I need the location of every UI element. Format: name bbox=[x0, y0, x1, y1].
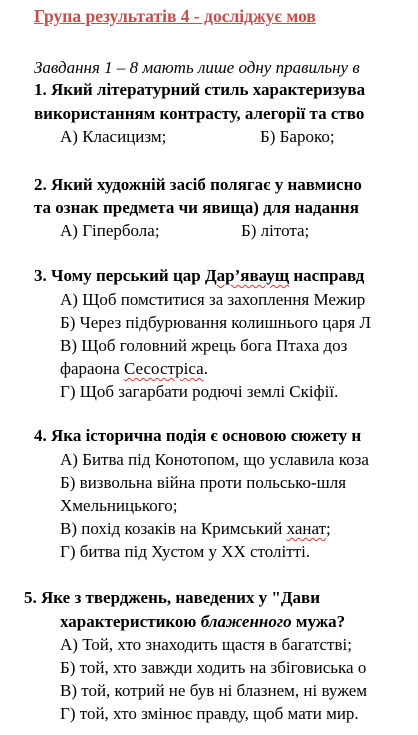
question-5-emphasis: блаженного bbox=[200, 612, 292, 631]
question-4-option-v bbox=[60, 519, 331, 539]
question-5-option-a: А) Той, хто знаходить щастя в багатстві; bbox=[60, 635, 352, 654]
question-1-line-2: використанням контрасту, алегорії та ство bbox=[34, 104, 365, 123]
question-2-line-1: 2. Який художній засіб полягає у навмисно bbox=[34, 175, 362, 194]
question-5-line-1: 5. Яке з тверджень, наведених у "Дави bbox=[24, 588, 321, 607]
question-1-line-1: 1. Який літературний стиль характеризува bbox=[34, 80, 366, 99]
question-3-option-b: Б) Через підбурювання колишнього царя Л bbox=[60, 313, 372, 332]
question-4-option-b: Б) визвольна війна проти польсько-шля bbox=[60, 473, 347, 492]
question-3-option-v-text: фараона bbox=[60, 359, 124, 378]
question-2-line-2: та ознак предмета чи явища) для надання bbox=[34, 198, 359, 217]
question-3-option-v-end: . bbox=[203, 359, 208, 378]
question-5-option-b: Б) той, хто завжди ходить на збіговиська о bbox=[60, 658, 367, 677]
question-4-option-g: Г) битва під Хустом у ХХ столітті. bbox=[60, 542, 311, 561]
question-1-option-b: Б) Бароко; bbox=[260, 127, 335, 146]
question-5-option-v: В) той, котрий не був ні блазнем, ні вужем bbox=[60, 681, 368, 700]
question-3-line-1 bbox=[34, 266, 364, 286]
question-5-line-2 bbox=[60, 612, 345, 632]
question-2-option-a: А) Гіпербола; bbox=[60, 221, 160, 240]
question-4-option-b-continued: Хмельницького; bbox=[60, 496, 178, 515]
question-4-option-v-word: ханат bbox=[286, 519, 327, 538]
question-3-option-g: Г) Щоб загарбати родючі землі Скіфії. bbox=[60, 382, 339, 401]
question-3-option-v-continued bbox=[60, 359, 208, 379]
instruction-text: Завдання 1 – 8 мають лише одну правильну в bbox=[34, 58, 360, 77]
question-5-text-end: мужа? bbox=[291, 612, 346, 631]
question-3-text-end: насправд bbox=[289, 266, 365, 285]
question-4-option-v-end: ; bbox=[326, 519, 331, 538]
question-3-option-v: В) Щоб головний жрець бога Птаха доз bbox=[60, 336, 348, 355]
question-4-option-v-text: В) похід козаків на Кримський bbox=[60, 519, 287, 538]
question-5-option-g: Г) той, хто змінює правду, щоб мати мир. bbox=[60, 704, 359, 723]
question-4-line-1: 4. Яка історична подія є основою сюжету н bbox=[34, 426, 362, 445]
question-3-option-v-name: Сесостріса bbox=[124, 359, 204, 378]
question-3-name: Дар’яваущ bbox=[204, 266, 290, 285]
question-3-option-a: А) Щоб помститися за захоплення Межир bbox=[60, 290, 366, 309]
question-3-text-start: 3. Чому перський цар bbox=[34, 266, 205, 285]
question-5-text-start: характеристикою bbox=[60, 612, 201, 631]
question-4-option-a: А) Битва під Конотопом, що уславила коза bbox=[60, 450, 369, 469]
question-1-option-a: А) Класицизм; bbox=[60, 127, 167, 146]
section-title: Група результатів 4 - досліджує мов bbox=[34, 6, 316, 26]
question-2-option-b: Б) літота; bbox=[241, 221, 310, 240]
